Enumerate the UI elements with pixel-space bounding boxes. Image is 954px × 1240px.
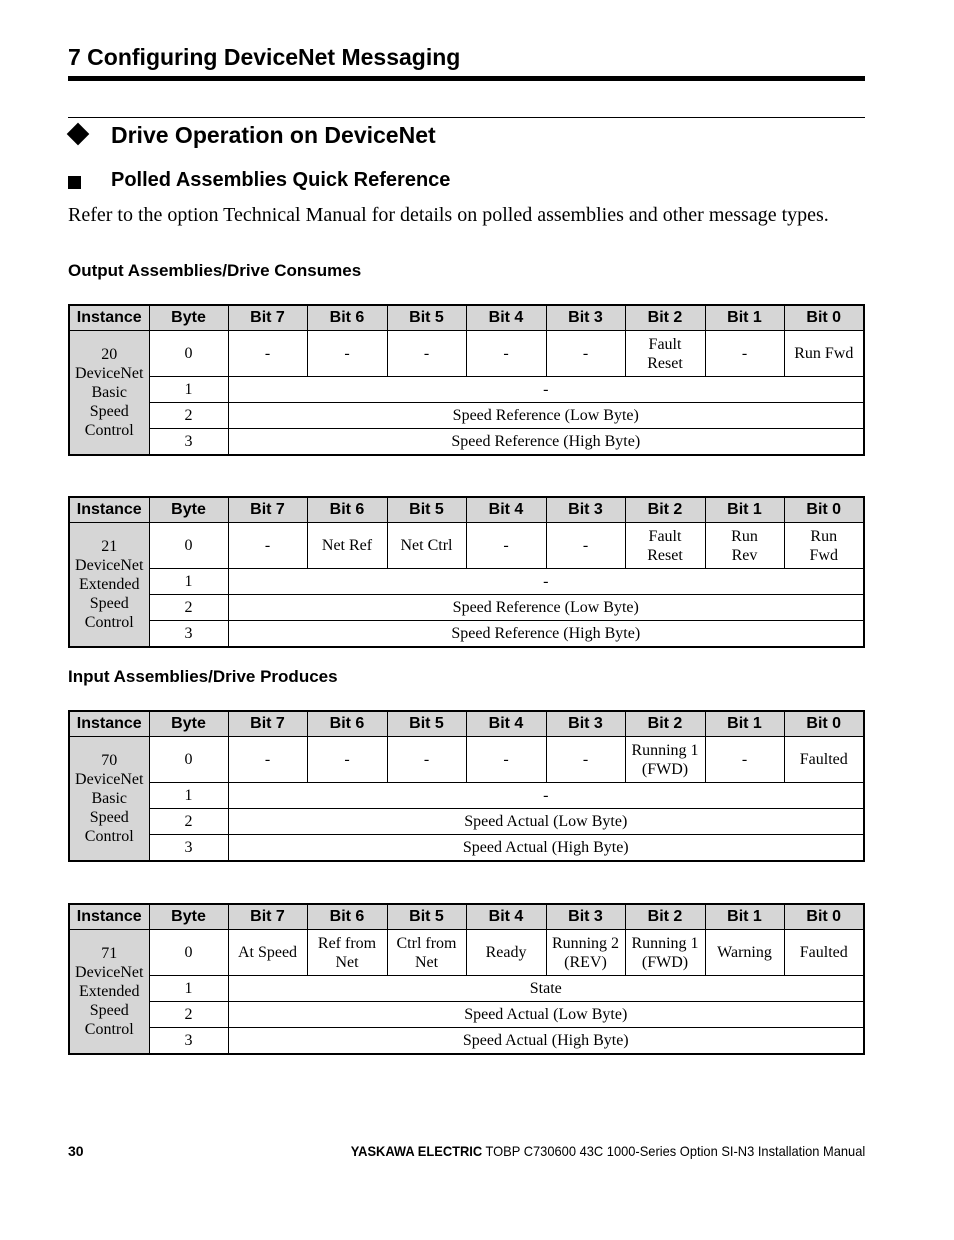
bit-cell: - (546, 737, 625, 783)
byte-cell: 3 (149, 621, 228, 648)
chapter-divider (68, 76, 865, 81)
table-header-row (69, 711, 864, 737)
table-row (69, 403, 864, 429)
bit-cell: - (466, 523, 546, 569)
byte-cell: 2 (149, 809, 228, 835)
bit-cell: - (705, 331, 784, 377)
table-row (69, 621, 864, 648)
bit-cell: - (546, 523, 625, 569)
instance-cell: 21 DeviceNet Extended Speed Control (69, 523, 149, 648)
column-header: Bit 0 (784, 711, 864, 737)
column-header: Instance (69, 904, 149, 930)
byte-value-cell: Speed Reference (Low Byte) (228, 403, 864, 429)
instance-cell: 70 DeviceNet Basic Speed Control (69, 737, 149, 862)
column-header: Bit 0 (784, 904, 864, 930)
column-header: Bit 3 (546, 305, 625, 331)
table-row (69, 1028, 864, 1055)
bit-cell: At Speed (228, 930, 307, 976)
byte-cell: 0 (149, 737, 228, 783)
column-header: Instance (69, 497, 149, 523)
bit-cell: - (307, 737, 387, 783)
subsection-title: Polled Assemblies Quick Reference (111, 169, 451, 191)
byte-value-cell: - (228, 569, 864, 595)
table-row (69, 809, 864, 835)
column-header: Bit 5 (387, 711, 466, 737)
column-header: Bit 7 (228, 711, 307, 737)
column-header: Byte (149, 904, 228, 930)
column-header: Bit 0 (784, 497, 864, 523)
column-header: Bit 5 (387, 305, 466, 331)
byte-value-cell: Speed Actual (Low Byte) (228, 809, 864, 835)
footer-doc-id: TOBP C730600 43C 1000-Series Option SI-N3 Installation Manual (481, 1143, 865, 1159)
column-header: Bit 7 (228, 904, 307, 930)
bit-cell: - (705, 737, 784, 783)
byte-value-cell: - (228, 377, 864, 403)
byte-cell: 2 (149, 595, 228, 621)
output-assembly-21-table (68, 496, 865, 648)
chapter-title: 7 Configuring DeviceNet Messaging (68, 44, 461, 70)
column-header: Byte (149, 305, 228, 331)
column-header: Bit 4 (466, 904, 546, 930)
column-header: Bit 0 (784, 305, 864, 331)
bit-cell: - (466, 737, 546, 783)
column-header: Bit 2 (625, 497, 705, 523)
byte-value-cell: - (228, 783, 864, 809)
column-header: Bit 4 (466, 497, 546, 523)
byte-cell: 3 (149, 429, 228, 456)
column-header: Bit 6 (307, 497, 387, 523)
output-assemblies-heading: Output Assemblies/Drive Consumes (68, 261, 362, 280)
table-row (69, 569, 864, 595)
diamond-bullet-icon (67, 123, 90, 146)
byte-value-cell: Speed Actual (High Byte) (228, 835, 864, 862)
bit-cell: Fault Reset (625, 331, 705, 377)
byte-value-cell: Speed Actual (High Byte) (228, 1028, 864, 1055)
byte-cell: 0 (149, 523, 228, 569)
column-header: Byte (149, 711, 228, 737)
footer-brand: YASKAWA ELECTRIC (350, 1143, 482, 1159)
column-header: Bit 3 (546, 711, 625, 737)
bit-cell: - (228, 737, 307, 783)
bit-cell: - (307, 331, 387, 377)
column-header: Bit 6 (307, 305, 387, 331)
column-header: Bit 1 (705, 711, 784, 737)
column-header: Byte (149, 497, 228, 523)
footer-document-title (351, 1143, 865, 1159)
byte-cell: 3 (149, 835, 228, 862)
byte-cell: 2 (149, 1002, 228, 1028)
column-header: Bit 1 (705, 904, 784, 930)
bit-cell: Ctrl from Net (387, 930, 466, 976)
bit-cell: Fault Reset (625, 523, 705, 569)
column-header: Bit 3 (546, 904, 625, 930)
byte-value-cell: Speed Actual (Low Byte) (228, 1002, 864, 1028)
table-row (69, 737, 864, 783)
column-header: Bit 2 (625, 711, 705, 737)
table-row (69, 377, 864, 403)
bit-cell: Faulted (784, 737, 864, 783)
table-header-row (69, 305, 864, 331)
byte-cell: 1 (149, 783, 228, 809)
intro-paragraph: Refer to the option Technical Manual for details on polled assemblies and other message types. (68, 204, 829, 226)
section-divider (68, 117, 865, 118)
table-row (69, 429, 864, 456)
input-assembly-70-table (68, 710, 865, 862)
table-row (69, 930, 864, 976)
column-header: Bit 6 (307, 904, 387, 930)
bit-cell: Net Ref (307, 523, 387, 569)
bit-cell: Faulted (784, 930, 864, 976)
column-header: Bit 7 (228, 305, 307, 331)
byte-cell: 1 (149, 377, 228, 403)
byte-value-cell: Speed Reference (Low Byte) (228, 595, 864, 621)
bit-cell: - (387, 331, 466, 377)
bit-cell: Net Ctrl (387, 523, 466, 569)
table-row (69, 783, 864, 809)
page-number: 30 (68, 1143, 84, 1159)
bit-cell: Warning (705, 930, 784, 976)
column-header: Instance (69, 305, 149, 331)
input-assembly-71-table (68, 903, 865, 1055)
table-row (69, 331, 864, 377)
column-header: Bit 1 (705, 305, 784, 331)
instance-cell: 71 DeviceNet Extended Speed Control (69, 930, 149, 1055)
bit-cell: - (228, 331, 307, 377)
table-header-row (69, 497, 864, 523)
column-header: Bit 4 (466, 305, 546, 331)
instance-cell: 20 DeviceNet Basic Speed Control (69, 331, 149, 456)
bit-cell: Running 1 (FWD) (625, 930, 705, 976)
table-row (69, 835, 864, 862)
bit-cell: Ref from Net (307, 930, 387, 976)
bit-cell: Running 2 (REV) (546, 930, 625, 976)
byte-cell: 0 (149, 331, 228, 377)
output-assembly-20-table (68, 304, 865, 456)
column-header: Bit 2 (625, 904, 705, 930)
bit-cell: Run Rev (705, 523, 784, 569)
bit-cell: Ready (466, 930, 546, 976)
byte-value-cell: Speed Reference (High Byte) (228, 621, 864, 648)
byte-cell: 3 (149, 1028, 228, 1055)
square-bullet-icon (68, 176, 81, 189)
table-row (69, 595, 864, 621)
byte-cell: 1 (149, 976, 228, 1002)
table-row (69, 523, 864, 569)
column-header: Bit 6 (307, 711, 387, 737)
column-header: Bit 5 (387, 497, 466, 523)
column-header: Bit 2 (625, 305, 705, 331)
table-header-row (69, 904, 864, 930)
bit-cell: Run Fwd (784, 331, 864, 377)
byte-cell: 2 (149, 403, 228, 429)
table-row (69, 1002, 864, 1028)
section-title: Drive Operation on DeviceNet (111, 122, 436, 148)
bit-cell: - (466, 331, 546, 377)
byte-value-cell: Speed Reference (High Byte) (228, 429, 864, 456)
bit-cell: - (387, 737, 466, 783)
column-header: Instance (69, 711, 149, 737)
byte-value-cell: State (228, 976, 864, 1002)
column-header: Bit 7 (228, 497, 307, 523)
bit-cell: - (228, 523, 307, 569)
column-header: Bit 1 (705, 497, 784, 523)
byte-cell: 0 (149, 930, 228, 976)
bit-cell: - (546, 331, 625, 377)
column-header: Bit 5 (387, 904, 466, 930)
input-assemblies-heading: Input Assemblies/Drive Produces (68, 667, 338, 686)
table-row (69, 976, 864, 1002)
column-header: Bit 4 (466, 711, 546, 737)
column-header: Bit 3 (546, 497, 625, 523)
bit-cell: Run Fwd (784, 523, 864, 569)
bit-cell: Running 1 (FWD) (625, 737, 705, 783)
byte-cell: 1 (149, 569, 228, 595)
